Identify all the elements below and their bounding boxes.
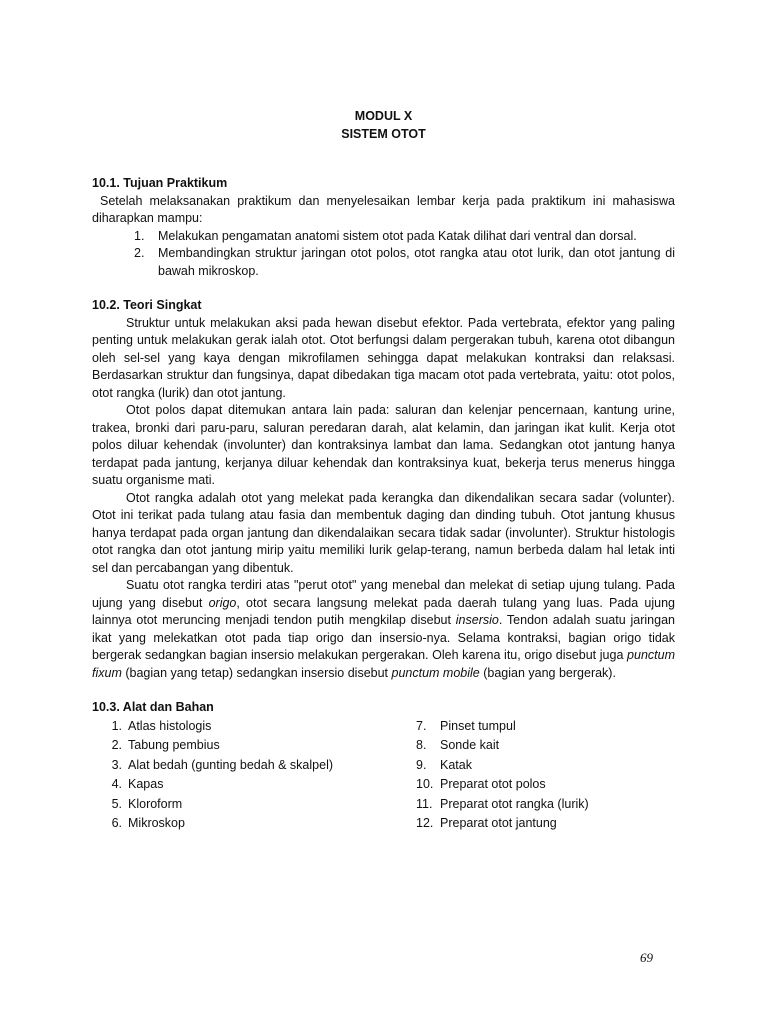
list-item xyxy=(416,775,589,795)
module-topic: SISTEM OTOT xyxy=(341,127,426,141)
term-punctum-mobile: punctum mobile xyxy=(391,665,480,680)
list-number: 10. xyxy=(416,777,434,791)
list-item xyxy=(416,795,589,815)
section-heading: 10.3. Alat dan Bahan xyxy=(92,700,214,714)
list-text: Preparat otot polos xyxy=(440,777,546,791)
paragraph: Otot rangka adalah otot yang melekat pada kerangka dan dikendalikan secara sadar (volunter). Otot ini terikat pada tulang atau fasia dan membentuk daging dan dinding tubuh. Otot jantung khusus hanya terdapat pada organ jantung dan dikendalaikan secara tidak sadar (involunter). Struktur histologis otot rangka dan otot jantung mirip yaitu memiliki lurik gelap-terang, namun berbeda dalam hal letak inti sel dan percabangan yang dibentuk. xyxy=(92,490,675,575)
list-item xyxy=(92,245,675,280)
list-number: 4. xyxy=(111,777,122,791)
section-heading: 10.1. Tujuan Praktikum xyxy=(92,176,228,190)
list-text: Alat bedah (gunting bedah & skalpel) xyxy=(128,757,334,772)
text-run: Suatu otot rangka terdiri atas "perut otot" yang menebal dan melekat di setiap ujung tulang. Pada ujung yang disebut xyxy=(92,578,675,610)
section-heading: 10.2. Teori Singkat xyxy=(92,298,202,312)
text-run: (bagian yang tetap) sedangkan insersio disebut xyxy=(121,665,392,680)
list-item xyxy=(416,736,589,756)
list-number: 2. xyxy=(134,246,145,260)
list-item xyxy=(102,795,333,815)
list-text: Sonde kait xyxy=(440,738,500,752)
list-item xyxy=(416,814,589,834)
term-origo: origo xyxy=(208,595,237,610)
term-insersio: insersio xyxy=(455,613,499,627)
list-item xyxy=(102,736,333,756)
term-punctum-fixum: punctum fixum xyxy=(92,648,675,680)
list-text: Kloroform xyxy=(128,796,183,811)
list-text: Mikroskop xyxy=(128,816,185,830)
list-number: 1. xyxy=(111,718,122,733)
list-text: Tabung pembius xyxy=(128,738,220,752)
list-item xyxy=(102,775,333,795)
list-number: 11. xyxy=(416,796,433,811)
list-item xyxy=(102,717,333,737)
list-item xyxy=(416,756,589,776)
list-number: 5. xyxy=(111,796,122,811)
text-run: , otot secara langsung melekat pada daerah tulang yang luas. Pada ujung lainnya otot meruncing menjadi tendon putih mengkilap disebut xyxy=(92,595,675,627)
list-text: Katak xyxy=(440,757,472,772)
list-number: 3. xyxy=(111,757,122,772)
goals-list xyxy=(92,228,675,281)
list-number: 6. xyxy=(111,816,122,830)
list-text: Membandingkan struktur jaringan otot polos, otot rangka atau otot lurik, dan otot jantung di bawah mikroskop. xyxy=(158,246,675,278)
list-text: Kapas xyxy=(128,777,164,791)
section-tujuan xyxy=(92,175,675,280)
section-alat-bahan xyxy=(92,699,675,832)
section-teori xyxy=(92,297,675,682)
list-text: Preparat otot rangka (lurik) xyxy=(440,796,589,811)
list-number: 7. xyxy=(416,718,427,733)
list-item xyxy=(102,756,333,776)
materials-list xyxy=(92,717,675,832)
list-number: 9. xyxy=(416,757,427,772)
paragraph xyxy=(92,577,675,682)
list-number: 1. xyxy=(134,228,145,243)
materials-column-right xyxy=(416,717,589,834)
list-item xyxy=(102,814,333,834)
list-text: Pinset tumpul xyxy=(440,718,516,733)
paragraph: Struktur untuk melakukan aksi pada hewan disebut efektor. Pada vertebrata, efektor yang paling penting untuk melakukan gerak ialah otot. Otot berfungsi dalam pergerakan tubuh, karena otot dibangun oleh sel-sel yang kaya dengan mikrofilamen sehingga dapat melakukan kontraksi dan relaksasi. Berdasarkan struktur dan fungsinya, dapat dibedakan tiga macam otot pada vertebrata, yaitu: otot polos, otot rangka (lurik) dan otot jantung. xyxy=(92,315,675,400)
list-number: 2. xyxy=(111,738,122,752)
text-run: (bagian yang bergerak). xyxy=(479,665,616,680)
list-text: Preparat otot jantung xyxy=(440,816,557,830)
list-number: 12. xyxy=(416,816,434,830)
module-title: MODUL X xyxy=(354,109,413,123)
paragraph: Setelah melaksanakan praktikum dan menyelesaikan lembar kerja pada praktikum ini mahasiswa diharapkan mampu: xyxy=(92,193,675,225)
list-item xyxy=(416,717,589,737)
list-number: 8. xyxy=(416,738,427,752)
materials-column-left xyxy=(102,717,333,834)
list-item xyxy=(92,228,675,246)
paragraph: Otot polos dapat ditemukan antara lain pada: saluran dan kelenjar pencernaan, kantung urine, trakea, bronki dari paru-paru, saluran peredaran darah, alat kelamin, dan jaringan ikat kulit. Kerja otot polos diluar kehendak (involunter) dan kontraksinya lambat dan lama. Sedangkan otot jantung hanya terdapat pada jantung, kerjanya diluar kehendak dan kontraksinya kuat, bekerja terus menerus hingga suatu organisme mati. xyxy=(92,403,675,487)
list-text: Atlas histologis xyxy=(128,718,212,733)
list-text: Melakukan pengamatan anatomi sistem otot pada Katak dilihat dari ventral dan dorsal. xyxy=(158,228,637,243)
text-run: . Tendon adalah suatu jaringan ikat yang melekatkan otot pada tiap origo dan insersio-nya. Selama kontraksi, bagian origo tidak bergerak sedangkan bagian insersio melakukan pergerakan. Oleh karena itu, origo disebut juga xyxy=(92,613,675,662)
document-page xyxy=(92,0,675,832)
page-number: 69 xyxy=(640,950,653,965)
